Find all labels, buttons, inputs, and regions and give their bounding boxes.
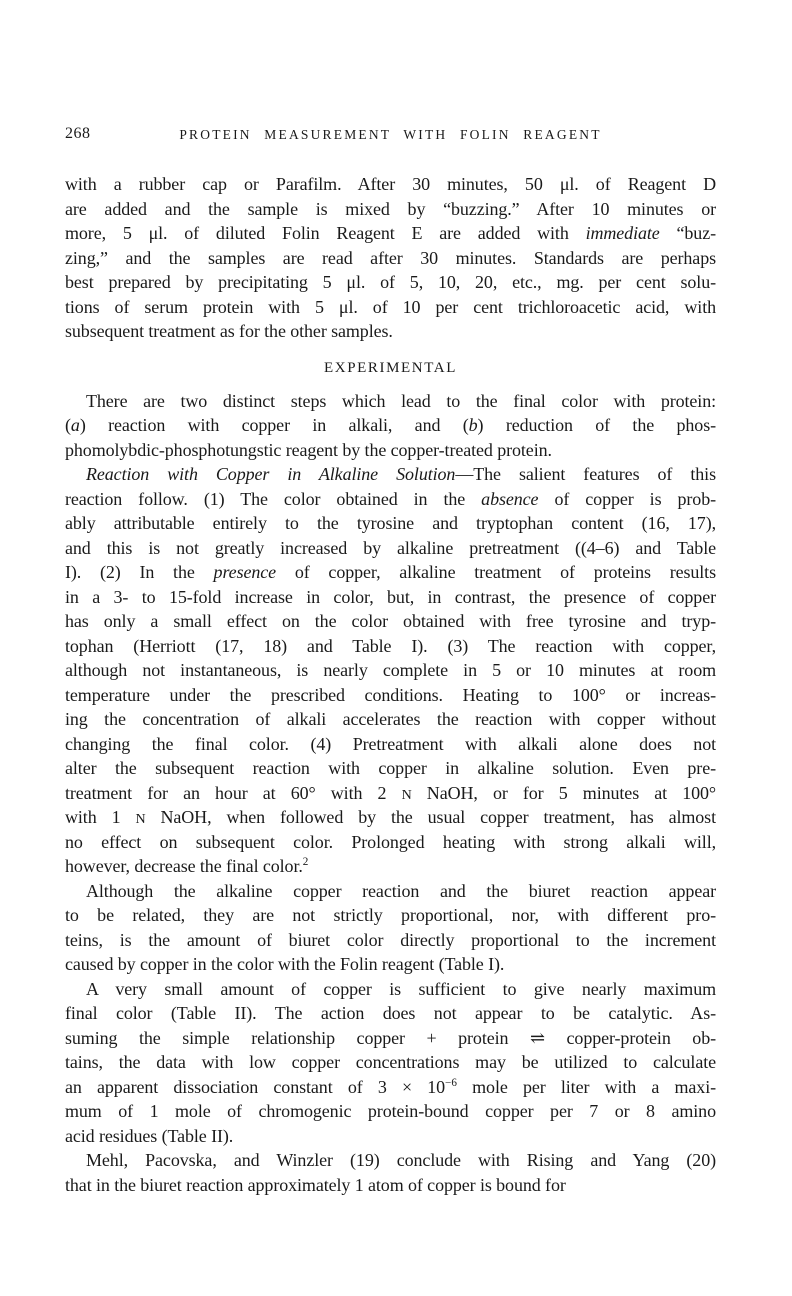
paragraph	[65, 879, 716, 977]
text-line: tophan (Herriott (17, 18) and Table I). (3) The reaction with copper,	[65, 635, 716, 656]
paragraph	[65, 389, 716, 463]
italic-text: Reaction with Copper in Alkaline Solution	[86, 464, 456, 484]
text-line: best prepared by precipitating 5 μl. of 5, 10, 20, etc., mg. per cent solu-	[65, 272, 716, 292]
text-line: are added and the sample is mixed by “buzzing.” After 10 minutes or	[65, 198, 716, 219]
italic-text: immediate	[585, 223, 660, 243]
text-line: an apparent dissociation constant of $3 \times 10^{-6}$ mole per liter with a maxi-	[65, 1076, 716, 1097]
paragraph	[65, 1148, 716, 1197]
text-line: final color (Table II). The action does not appear to be catalytic. As-	[65, 1003, 716, 1023]
text-line: Although the alkaline copper reaction and the biuret reaction appear	[86, 880, 716, 901]
text-line: Mehl, Pacovska, and Winzler (19) conclude with Rising and Yang (20)	[86, 1150, 716, 1170]
text-line: temperature under the prescribed conditions. Heating to 100° or increas-	[65, 684, 716, 705]
article-text	[65, 172, 716, 1197]
text-line: tains, the data with low copper concentrations may be utilized to calculate	[65, 1052, 716, 1072]
italic-text: b	[468, 415, 478, 435]
text-line: has only a small effect on the color obtained with free tyrosine and tryp-	[65, 611, 716, 631]
text-line: zing,” and the samples are read after 30 minutes. Standards are perhaps	[65, 247, 716, 268]
text-line: reaction follow. (1) The color obtained in the absence of copper is prob-	[65, 488, 716, 509]
text-line: tions of serum protein with 5 μl. of 10 per cent trichloroacetic acid, with	[65, 296, 716, 317]
text-line: There are two distinct steps which lead to the final color with protein:	[86, 390, 716, 411]
small-caps-text: N	[135, 811, 146, 827]
paragraph	[65, 462, 716, 879]
superscript-text: −6	[445, 1076, 457, 1089]
page-header	[65, 125, 716, 145]
section-heading: EXPERIMENTAL	[324, 359, 457, 376]
text-line: that in the biuret reaction approximately 1 atom of copper is bound for	[65, 1174, 566, 1195]
text-line: (a) reaction with copper in alkali, and (b) reduction of the phos-	[65, 415, 716, 435]
italic-text: presence	[213, 562, 277, 582]
text-line: changing the final color. (4) Pretreatment with alkali alone does not	[65, 733, 716, 754]
text-line: phomolybdic-phosphotungstic reagent by the copper-treated protein.	[65, 439, 552, 460]
text-line: caused by copper in the color with the Folin reagent (Table I).	[65, 954, 505, 974]
paragraph	[65, 172, 716, 344]
text-line: subsequent treatment as for the other samples.	[65, 321, 393, 341]
italic-text: a	[70, 415, 80, 435]
text-line: treatment for an hour at 60° with 2 N NaOH, or for 5 minutes at 100°	[65, 782, 716, 803]
text-line: no effect on subsequent color. Prolonged heating with strong alkali will,	[65, 831, 716, 852]
text-line: with a rubber cap or Parafilm. After 30 minutes, 50 μl. of Reagent D	[65, 174, 716, 194]
text-line: in a 3- to 15-fold increase in color, but, in contrast, the presence of copper	[65, 586, 716, 607]
text-line: with 1 N NaOH, when followed by the usual copper treatment, has almost	[65, 807, 716, 827]
text-line: A very small amount of copper is sufficient to give nearly maximum	[86, 978, 716, 999]
text-line: ably attributable entirely to the tyrosine and tryptophan content (16, 17),	[65, 513, 716, 533]
text-line: although not instantaneous, is nearly complete in 5 or 10 minutes at room	[65, 660, 716, 680]
text-line: acid residues (Table II).	[65, 1125, 234, 1146]
text-line: to be related, they are not strictly proportional, nor, with different pro-	[65, 905, 716, 925]
text-line: alter the subsequent reaction with copper in alkaline solution. Even pre-	[65, 758, 716, 778]
text-line: suming the simple relationship copper + protein ⇌ copper-protein ob-	[65, 1027, 716, 1048]
text-line: mum of 1 mole of chromogenic protein-bound copper per 7 or 8 amino	[65, 1101, 716, 1121]
text-line: I). (2) In the presence of copper, alkaline treatment of proteins results	[65, 562, 716, 582]
running-head: PROTEIN MEASUREMENT WITH FOLIN REAGENT	[179, 127, 602, 142]
paragraph	[65, 977, 716, 1149]
page-number: 268	[65, 125, 91, 142]
text-line: however, decrease the final color.$^2$	[65, 856, 309, 876]
text-line: and this is not greatly increased by alkaline pretreatment ((4–6) and Table	[65, 537, 716, 558]
text-line: more, 5 μl. of diluted Folin Reagent E are added with immediate “buz-	[65, 223, 716, 243]
text-line: ing the concentration of alkali accelerates the reaction with copper without	[65, 709, 716, 729]
superscript-text: 2	[302, 856, 309, 868]
italic-text: absence	[481, 488, 539, 509]
text-line: Reaction with Copper in Alkaline Solution—The salient features of this	[86, 464, 716, 484]
text-line: teins, is the amount of biuret color directly proportional to the increment	[65, 929, 716, 950]
small-caps-text: N	[401, 786, 412, 803]
